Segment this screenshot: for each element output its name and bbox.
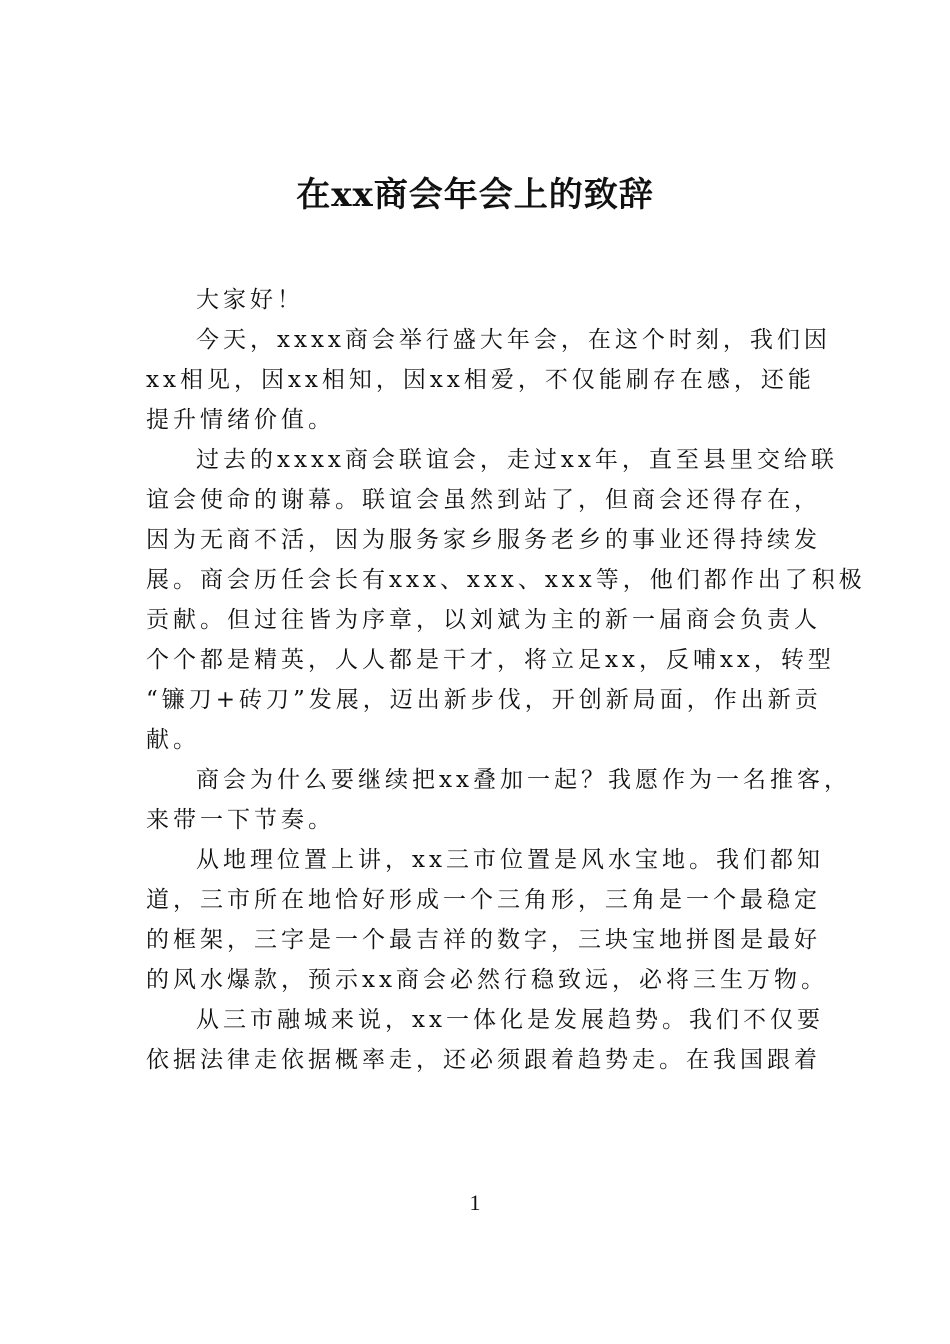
text-line: 过去的xxxx商会联谊会，走过xx年，直至县里交给联 <box>196 447 838 473</box>
text-line: 大家好！ <box>196 287 304 313</box>
text-line: 提升情绪价值。 <box>146 407 335 433</box>
text-line: 来带一下节奏。 <box>146 807 335 833</box>
text-line: 的风水爆款，预示xx商会必然行稳致远，必将三生万物。 <box>146 967 828 993</box>
text-line: “镰刀+砖刀”发展，迈出新步伐，开创新局面，作出新贡 <box>146 687 822 713</box>
text-line: 因为无商不活，因为服务家乡服务老乡的事业还得持续发 <box>146 527 821 553</box>
text-line: 献。 <box>146 727 200 753</box>
text-line: 的框架，三字是一个最吉祥的数字，三块宝地拼图是最好 <box>146 927 821 953</box>
text-line: 从地理位置上讲，xx三市位置是风水宝地。我们都知 <box>196 847 824 873</box>
text-line: 商会为什么要继续把xx叠加一起？我愿作为一名推客， <box>196 767 851 793</box>
document-title: 在xx商会年会上的致辞 <box>296 175 654 215</box>
text-line: 个个都是精英，人人都是干才，将立足xx，反哺xx，转型 <box>146 647 835 673</box>
text-line: 谊会使命的谢幕。联谊会虽然到站了，但商会还得存在， <box>146 487 821 513</box>
text-line: xx相见，因xx相知，因xx相爱，不仅能刷存在感，还能 <box>146 367 815 393</box>
text-line: 贡献。但过往皆为序章，以刘斌为主的新一届商会负责人 <box>146 607 821 633</box>
text-line: 依据法律走依据概率走，还必须跟着趋势走。在我国跟着 <box>146 1047 821 1073</box>
text-line: 从三市融城来说，xx一体化是发展趋势。我们不仅要 <box>196 1007 824 1033</box>
text-line: 今天，xxxx商会举行盛大年会，在这个时刻，我们因 <box>196 327 831 353</box>
document-body <box>146 280 866 1080</box>
text-line: 展。商会历任会长有xxx、xxx、xxx等，他们都作出了积极 <box>146 567 866 593</box>
page-number: 1 <box>469 1190 481 1215</box>
text-line: 道，三市所在地恰好形成一个三角形，三角是一个最稳定 <box>146 887 821 913</box>
